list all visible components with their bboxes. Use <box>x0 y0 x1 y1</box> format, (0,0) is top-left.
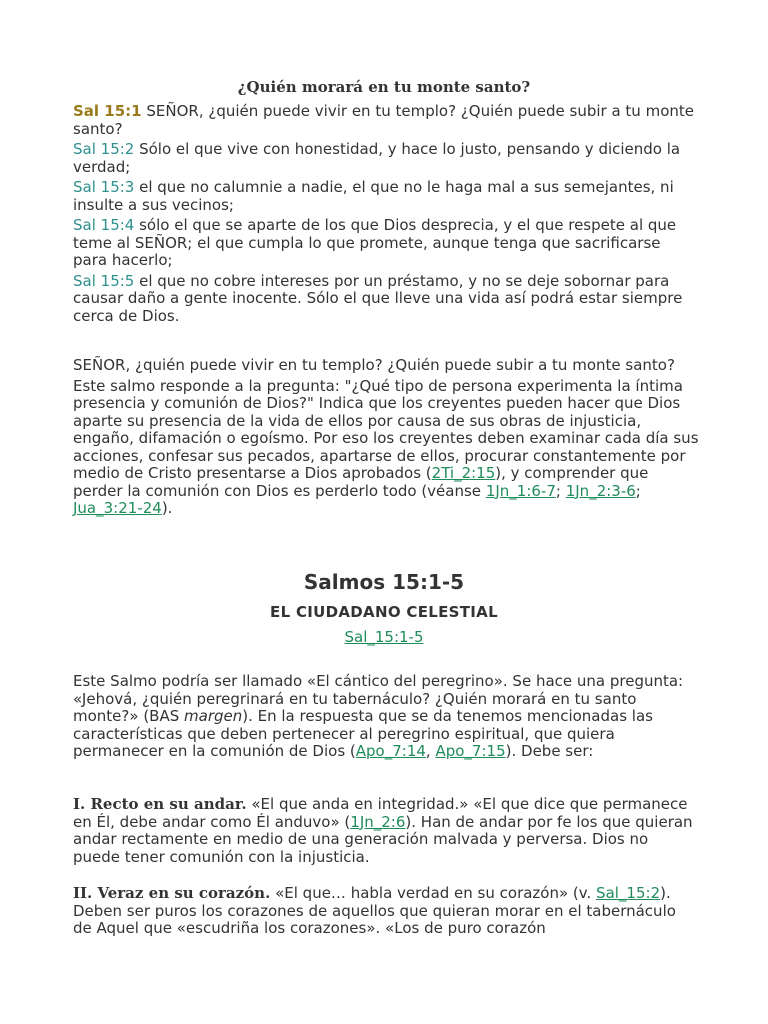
commentary-block <box>73 357 699 518</box>
section-ref <box>0 628 768 646</box>
verse-4 <box>73 217 699 270</box>
point-text-part: «El que… habla verdad en su corazón» (v. <box>270 884 597 902</box>
intro-text-part: ). En la respuesta que se da tenemos mencionadas las características que deben pertenecer al peregrino espiritual, que quiera permanecer en la comunión de Dios ( <box>73 707 653 760</box>
separator: ; <box>555 481 566 500</box>
point-text-part: ). Deben ser puros los corazones de aquellos que quieran morar en el tabernáculo de Aquel que «escudriña los corazones». «Los de puro corazón <box>73 884 676 937</box>
point-text <box>73 796 699 866</box>
cross-ref-link[interactable]: 1Jn_2:3-6 <box>565 481 636 500</box>
cross-ref-link[interactable]: 2Ti_2:15 <box>431 464 496 482</box>
commentary-text: ), y comprender que perder la comunión con Dios es perderlo todo (véanse <box>73 464 649 500</box>
verse-5 <box>73 273 699 326</box>
verse-ref: Sal 15:5 <box>73 271 135 290</box>
verse-ref: Sal 15:3 <box>73 178 135 196</box>
cross-ref-link[interactable]: Sal_15:2 <box>596 884 661 902</box>
commentary-text: ). <box>161 499 173 517</box>
section-heading: Salmos 15:1-5 <box>303 570 465 594</box>
verse-ref: Sal 15:1 <box>73 102 142 120</box>
intro-text-part: Este Salmo podría ser llamado «El cántico del peregrino». Se hace una pregunta: «Jehová, ¿quién peregrinará en tu tabernáculo? ¿Quién morará en tu santo monte?» (BAS <box>73 672 684 725</box>
point-heading: II. Veraz en su corazón. <box>73 884 271 902</box>
commentary-body <box>73 378 699 518</box>
section-ref-link[interactable]: Sal_15:1-5 <box>344 628 424 646</box>
page-title: ¿Quién morará en tu monte santo? <box>237 78 531 96</box>
cross-ref-link[interactable]: Jua_3:21-24 <box>73 499 162 517</box>
verse-ref: Sal 15:4 <box>73 216 135 234</box>
verse-text: sólo el que se aparte de los que Dios desprecia, y el que respete al que teme al SEÑOR; el que cumpla lo que promete, aunque tenga que sacrificarse para hacerlo; <box>73 216 677 269</box>
section-subheading: EL CIUDADANO CELESTIAL <box>270 603 498 621</box>
verse-text: el que no cobre intereses por un préstamo, y no se deje sobornar para causar daño a gente inocente. Sólo el que lleve una vida así podrá estar siempre cerca de Dios. <box>73 271 683 325</box>
verse-text: SEÑOR, ¿quién puede vivir en tu templo? ¿Quién puede subir a tu monte santo? <box>73 102 694 138</box>
verse-2 <box>73 141 699 176</box>
point-2 <box>73 885 699 938</box>
intro-text <box>73 673 699 761</box>
separator: ; <box>635 481 641 500</box>
point-1 <box>73 796 699 866</box>
point-heading: I. Recto en su andar. <box>73 795 247 813</box>
verse-3 <box>73 179 699 214</box>
commentary-text: Este salmo responde a la pregunta: "¿Qué tipo de persona experimenta la íntima presencia y comunión de Dios?" Indica que los creyentes pueden hacer que Dios aparte su presencia de la vida de ellos por causa de sus obras de injusticia, engaño, difamación o egoísmo. Por eso los creyentes deben examinar cada día sus acciones, confesar sus pecados, apartarse de ellos, procurar constantemente por medio de Cristo presentarse a Dios aprobados ( <box>73 376 699 482</box>
cross-ref-link[interactable]: 1Jn_2:6 <box>350 812 406 831</box>
separator: , <box>425 742 436 760</box>
intro-text-part: ). Debe ser: <box>505 742 594 760</box>
point-text <box>73 885 699 938</box>
verse-text: el que no calumnie a nadie, el que no le haga mal a sus semejantes, ni insulte a sus vecinos; <box>73 178 674 214</box>
point-text-part: ). Han de andar por fe los que quieran andar rectamente en medio de una generación malvada y perversa. Dios no puede tener comunión con la injusticia. <box>73 812 693 866</box>
intro-italic: margen <box>184 707 243 725</box>
verses-block <box>73 103 699 328</box>
commentary-question: SEÑOR, ¿quién puede vivir en tu templo? ¿Quién puede subir a tu monte santo? <box>73 356 675 374</box>
verse-text: Sólo el que vive con honestidad, y hace lo justo, pensando y diciendo la verdad; <box>73 140 681 176</box>
cross-ref-link[interactable]: 1Jn_1:6-7 <box>485 481 556 500</box>
verse-1 <box>73 103 699 138</box>
cross-ref-link[interactable]: Apo_7:15 <box>435 742 506 760</box>
verse-ref: Sal 15:2 <box>73 140 135 158</box>
cross-ref-link[interactable]: Apo_7:14 <box>355 742 426 760</box>
point-text-part: «El que anda en integridad.» «El que dice que permanece en Él, debe andar como Él anduvo» ( <box>73 795 688 831</box>
intro-paragraph <box>73 673 699 761</box>
